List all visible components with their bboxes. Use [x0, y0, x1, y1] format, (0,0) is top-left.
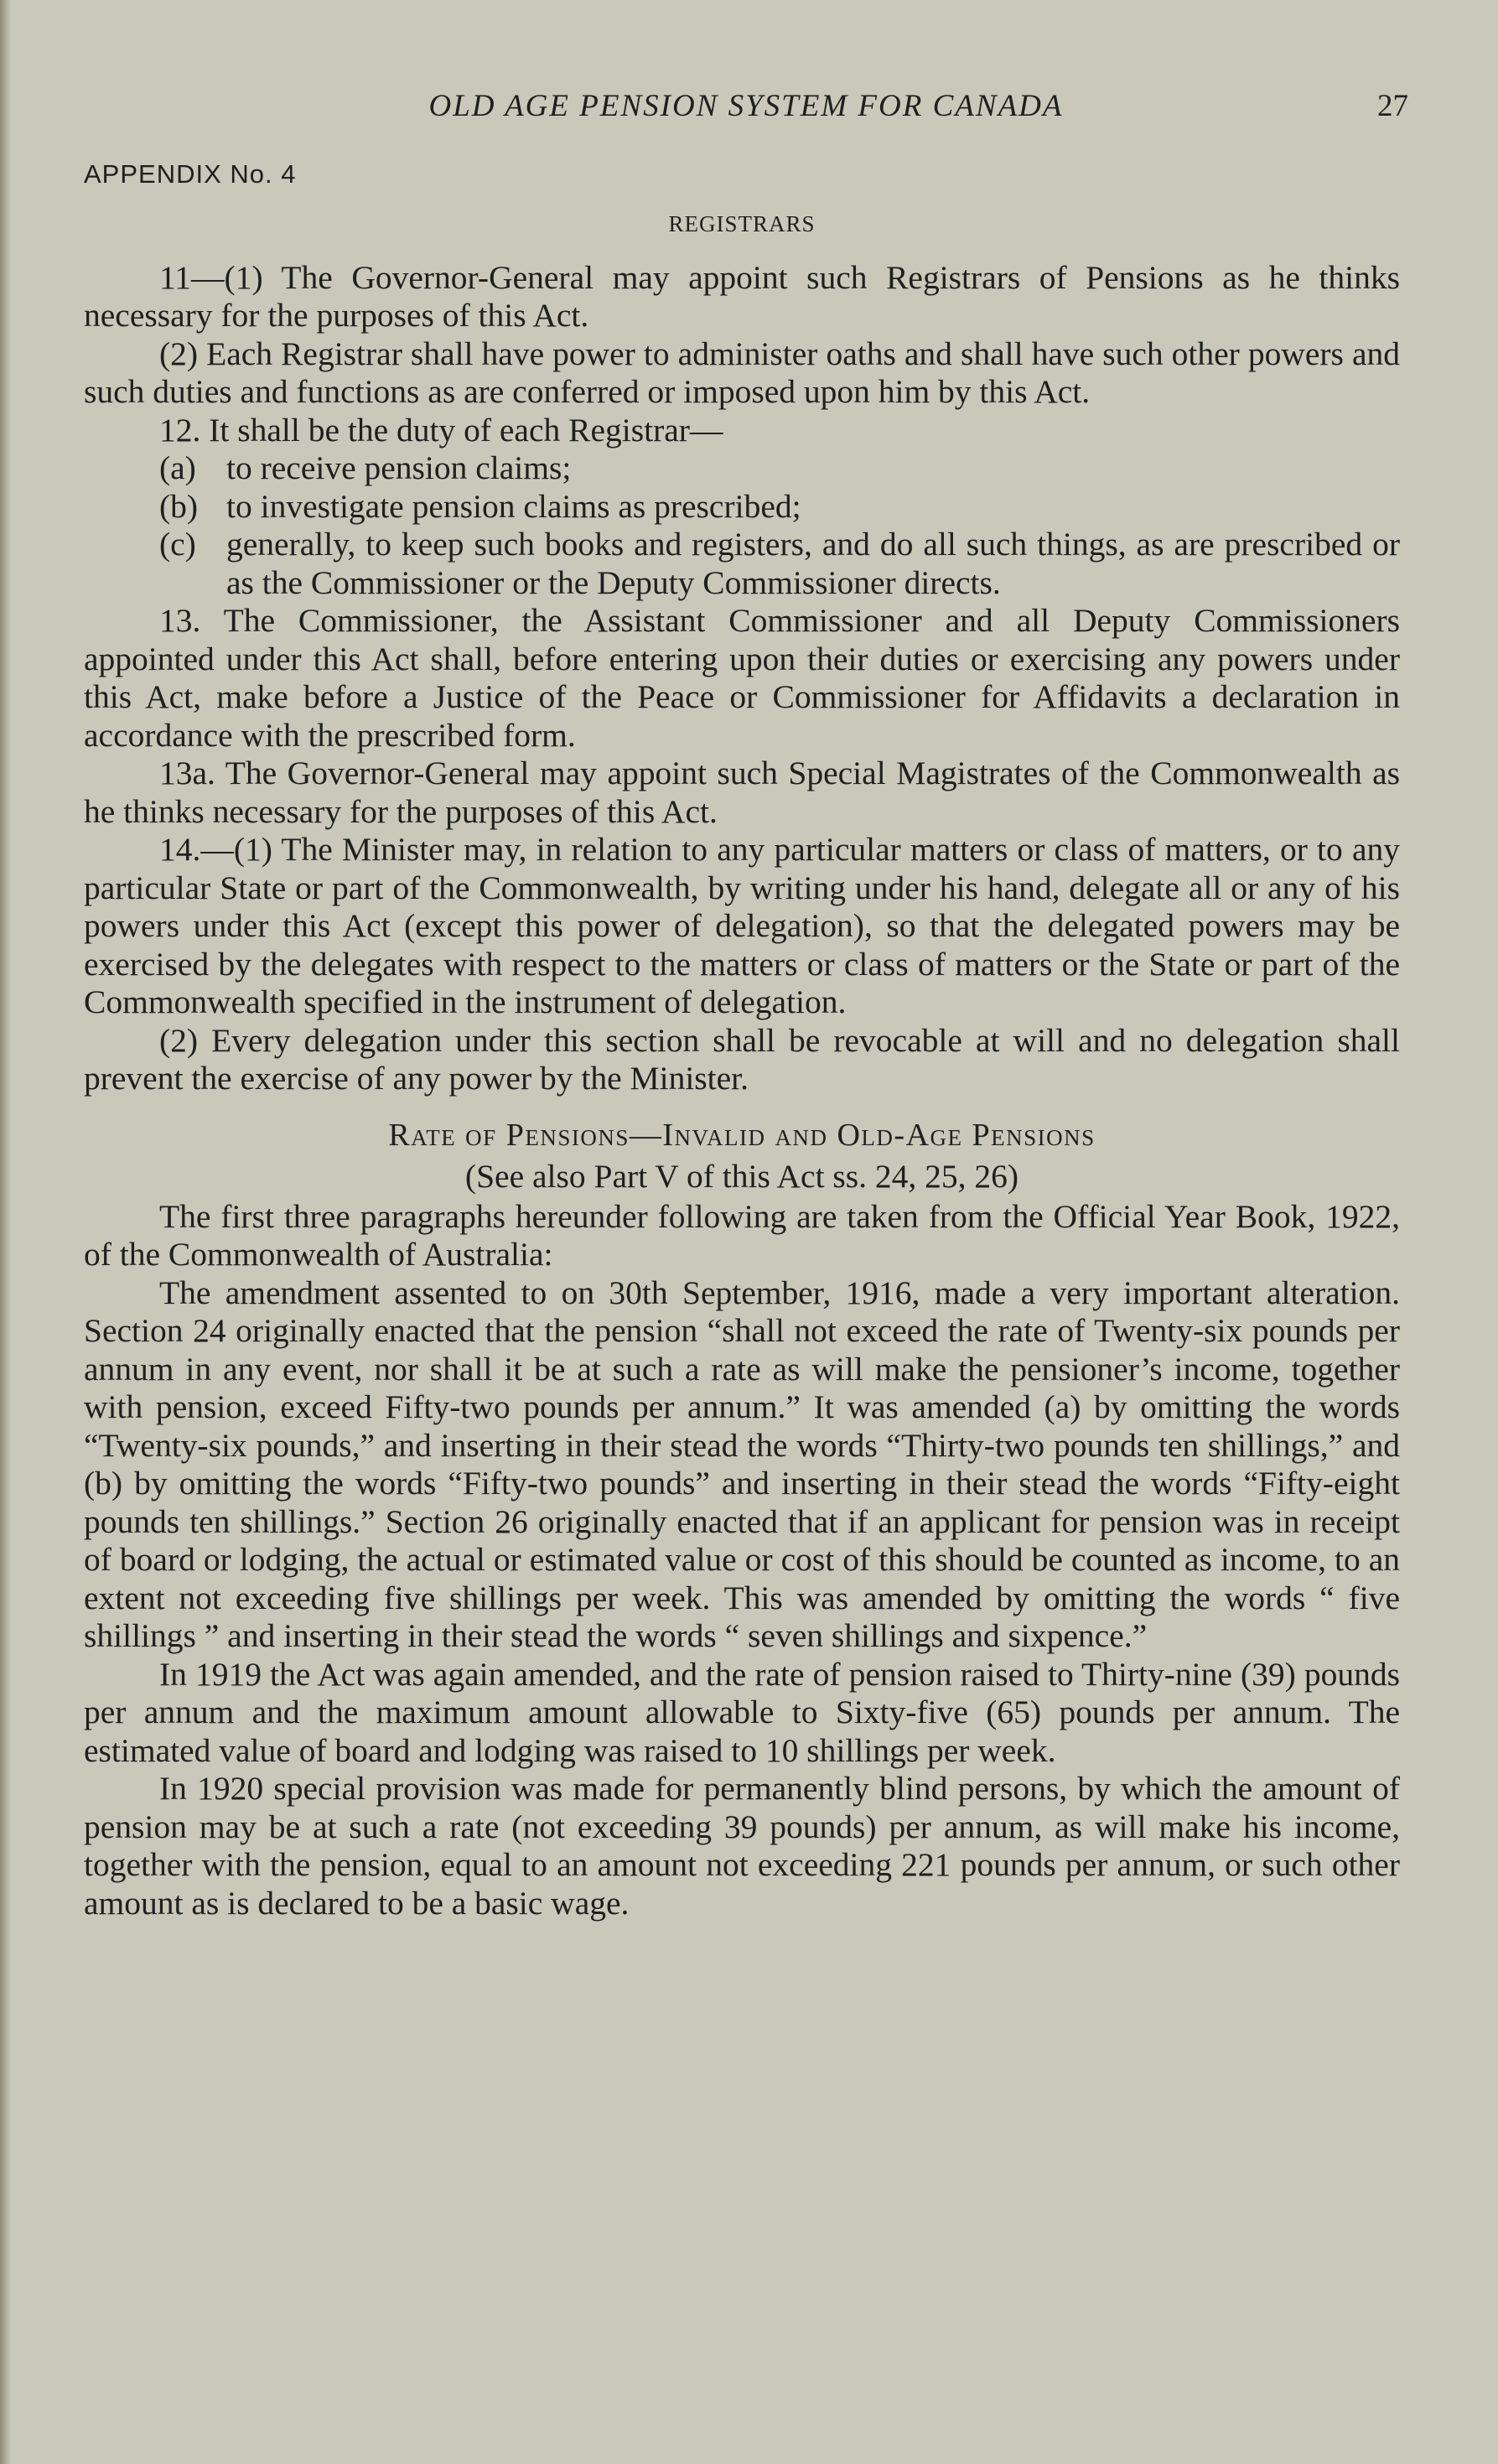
list-item-text: generally, to keep such books and registers, and do all such things, as are prescribed or as the Commissioner or the Deputy Commissioner directs.: [226, 526, 1400, 601]
registrars-heading: REGISTRARS: [668, 211, 816, 236]
paragraph-13: 13. The Commissioner, the Assistant Commissioner and all Deputy Commissioners appointed under this Act shall, before entering upon their duties or exercising any powers under this Act, make before a Justice of the Peace or Commissioner for Affidavits a declaration in accordance with the prescribed form.: [84, 602, 1400, 754]
document-body: [84, 205, 1400, 1922]
list-item-text: to investigate pension claims as prescribed;: [226, 487, 801, 525]
page-number: 27: [1377, 89, 1408, 123]
paragraph-14-1: 14.—(1) The Minister may, in relation to any particular matters or class of matters, or to any particular State or part of the Commonwealth, by writing under his hand, delegate all or any of his powers under this Act (except this power of delegation), so that the delegated powers may be exercised by the delegates with respect to the matters or class of matters or the State or part of the Commonwealth specified in the instrument of delegation.: [84, 831, 1400, 1020]
page-binding-edge: [0, 0, 12, 2464]
paragraph-13a: 13a. The Governor-General may appoint such Special Magistrates of the Commonwealth as he thinks necessary for the purposes of this Act.: [84, 755, 1400, 830]
rates-paragraph-3: In 1919 the Act was again amended, and the rate of pension raised to Thirty-nine (39) pounds per annum and the maximum amount allowable to Sixty-five (65) pounds per annum. The estimated value of board and lodging was raised to 10 shillings per week.: [84, 1655, 1400, 1769]
list-item-b: [84, 488, 1400, 527]
list-item-text: to receive pension claims;: [226, 449, 572, 486]
rate-of-pensions-heading: Rate of Pensions—Invalid and Old-Age Pensions: [388, 1117, 1096, 1153]
paragraph-14-2: (2) Every delegation under this section shall be revocable at will and no delegation shall prevent the exercise of any power by the Minister.: [84, 1021, 1400, 1097]
rates-paragraph-4: In 1920 special provision was made for permanently blind persons, by which the amount of pension may be at such a rate (not exceeding 39 pounds) per annum, as will make his income, together with the pension, equal to an amount not exceeding 221 pounds per annum, or such other amount as is declared to be a basic wage.: [84, 1770, 1400, 1922]
list-item-label: (c): [159, 526, 196, 563]
list-item-label: (b): [159, 487, 199, 525]
paragraph-12: 12. It shall be the duty of each Registrar—: [159, 411, 723, 449]
rate-of-pensions-subheading: (See also Part V of this Act ss. 24, 25, 26): [464, 1158, 1019, 1195]
rates-paragraph-2: The amendment assented to on 30th September, 1916, made a very important alteration. Section 24 originally enacted that the pension “shall not exceed the rate of Twenty-six pounds per annum in any event, nor shall it be at such a rate as will make the pensioner’s income, together with pension, exceed Fifty-two pounds per annum.” It was amended (a) by omitting the words “Twenty-six pounds,” and inserting in their stead the words “Thirty-two pounds ten shillings,” and (b) by omitting the words “Fifty-two pounds” and inserting in their stead the words “Fifty-eight pounds ten shillings.” Section 26 originally enacted that if an applicant for pension was in receipt of board or lodging, the actual or estimated value or cost of this should be counted as income, to an extent not exceeding five shillings per week. This was amended by omitting the words “ five shillings ” and inserting in their stead the words “ seven shillings and sixpence.”: [84, 1273, 1400, 1654]
rates-paragraph-1: The first three paragraphs hereunder following are taken from the Official Year Book, 1922, of the Commonwealth of Australia:: [84, 1197, 1400, 1273]
list-item-label: (a): [159, 449, 196, 486]
list-item-c: [84, 526, 1400, 602]
paragraph-11-1: 11—(1) The Governor-General may appoint such Registrars of Pensions as he thinks necessary for the purposes of this Act.: [84, 258, 1400, 334]
running-title: OLD AGE PENSION SYSTEM FOR CANADA: [428, 89, 1064, 123]
appendix-label: APPENDIX No. 4: [84, 159, 297, 189]
list-item-a: [84, 449, 1400, 488]
paragraph-11-2: (2) Each Registrar shall have power to administer oaths and shall have such other powers and such duties and functions as are conferred or imposed upon him by this Act.: [84, 335, 1400, 410]
page-header: [84, 88, 1408, 138]
